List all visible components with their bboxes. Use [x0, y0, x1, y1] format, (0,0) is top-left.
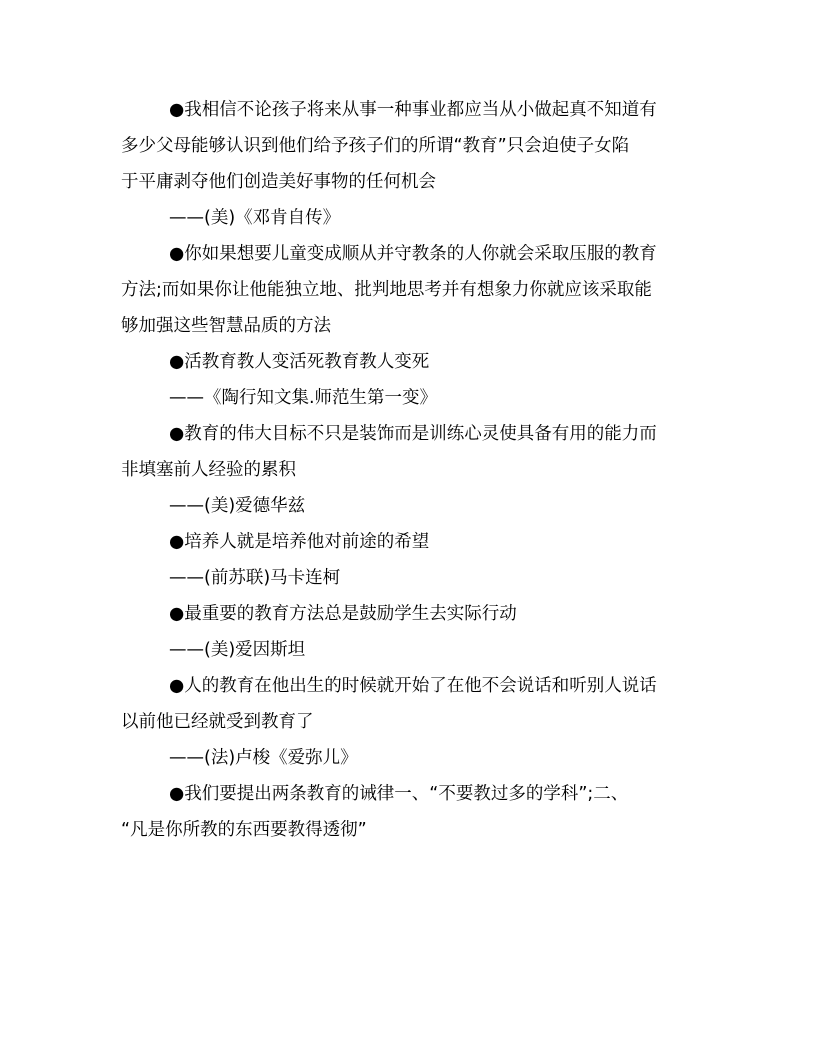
document-body	[121, 92, 697, 848]
text-line: ●最重要的教育方法总是鼓励学生去实际行动	[169, 604, 517, 624]
text-line: ●教育的伟大目标不只是装饰而是训练心灵使具备有用的能力而	[169, 424, 657, 444]
text-line: ●我们要提出两条教育的诫律一、“不要教过多的学科”;二、	[169, 784, 629, 804]
text-line: 多少父母能够认识到他们给予孩子们的所谓“教育”只会迫使子女陷	[121, 136, 630, 156]
text-line: 于平庸剥夺他们创造美好事物的任何机会	[121, 172, 436, 192]
text-line: 以前他已经就受到教育了	[121, 712, 314, 732]
text-line: 非填塞前人经验的累积	[121, 460, 296, 480]
attribution-line: ——(前苏联)马卡连柯	[169, 568, 341, 588]
text-line: 够加强这些智慧品质的方法	[121, 316, 331, 336]
attribution-line: ——(美)《邓肯自传》	[169, 208, 341, 228]
attribution-line: ——(美)爱因斯坦	[169, 640, 306, 660]
attribution-line: ——(美)爱德华兹	[169, 496, 306, 516]
text-line: ●你如果想要儿童变成顺从并守教条的人你就会采取压服的教育	[169, 244, 657, 264]
attribution-line: ——《陶行知文集.师范生第一变》	[169, 388, 438, 408]
text-line: “凡是你所教的东西要教得透彻”	[121, 820, 367, 840]
text-line: ●我相信不论孩子将来从事一种事业都应当从小做起真不知道有	[169, 100, 657, 120]
text-line: ●活教育教人变活死教育教人变死	[169, 352, 430, 372]
attribution-line: ——(法)卢梭《爱弥儿》	[169, 748, 358, 768]
text-line: ●人的教育在他出生的时候就开始了在他不会说话和听别人说话	[169, 676, 657, 696]
text-line: 方法;而如果你让他能独立地、批判地思考并有想象力你就应该采取能	[121, 280, 652, 300]
text-line: ●培养人就是培养他对前途的希望	[169, 532, 430, 552]
